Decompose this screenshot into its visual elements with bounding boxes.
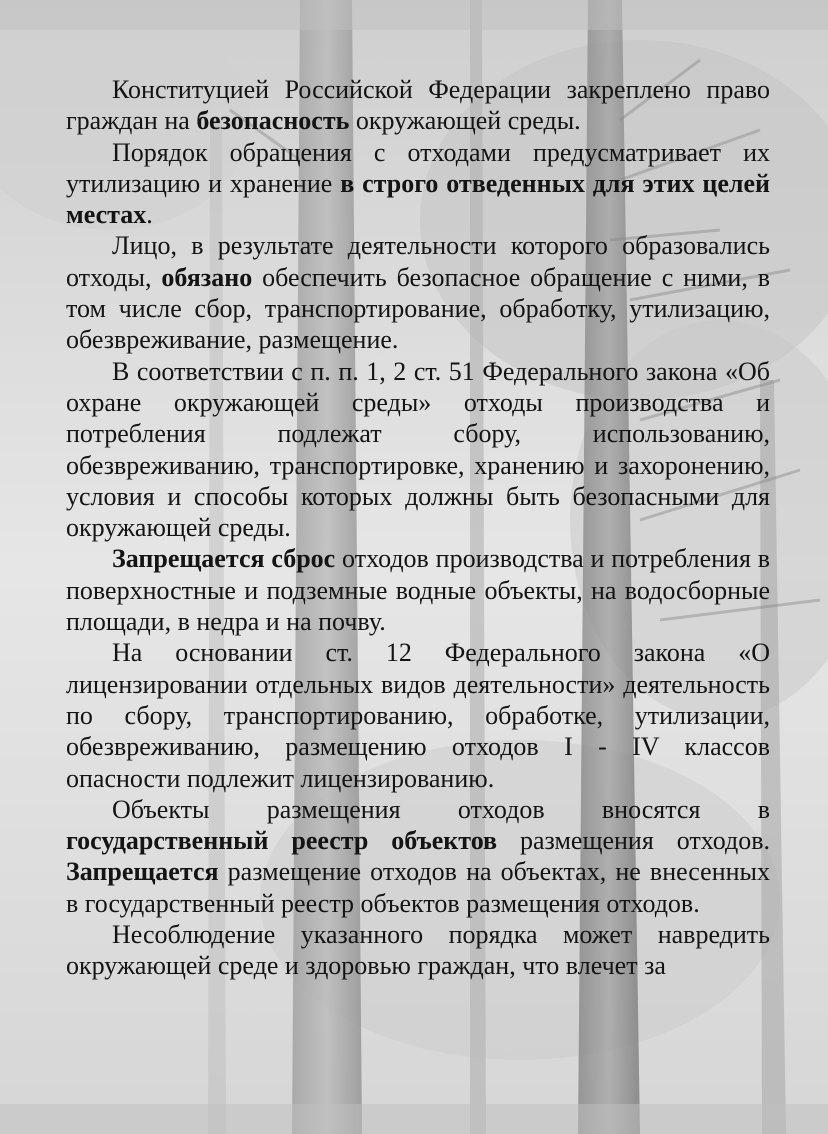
text-run: На основании ст. 12 Федерального закона «О лицензировании отдельных видов деятельности» деятельность по сбору, транспортированию, обработке, утилизации, обезвреживанию, размещению отходов I - IV классов опасности подлежит лицензированию. — [66, 638, 770, 793]
text-run: В соответствии с п. п. 1, 2 ст. 51 Федерального закона «Об охране окружающей среды» отходы производства и потребления подлежат сбору, использованию, обезвреживанию, транспортировке, хранению и захоронению, условия и способы которых должны быть безопасными для окружающей среды. — [66, 356, 770, 543]
bold-text-run: обязано — [161, 262, 253, 292]
text-run: Конституцией Российской Федерации закреплено право граждан на — [66, 75, 770, 136]
paragraph — [66, 794, 770, 919]
text-run: размещение отходов на объектах, не внесенных в государственный реестр объектов размещения отходов. — [66, 857, 770, 918]
text-run: . — [146, 200, 153, 230]
bold-text-run: в строго отведенных для этих целей местах — [66, 168, 770, 230]
paragraph — [66, 137, 770, 231]
text-run: обеспечить безопасное обращение с ними, в том числе сбор, транспортирование, обработку, утилизацию, обезвреживание, размещение. — [66, 262, 771, 355]
text-run: отходов производства и потребления в поверхностные и подземные водные объекты, на водосборные площади, в недра и на почву. — [66, 544, 771, 637]
text-run: размещения отходов. — [497, 826, 770, 856]
bold-text-run: безопасность — [196, 106, 350, 136]
paragraph — [66, 74, 770, 137]
text-run: Порядок обращения с отходами предусматривает их утилизацию и хранение — [66, 137, 770, 198]
text-run: окружающей среды. — [349, 106, 581, 136]
text-run: Лицо, в результате деятельности которого образовались отходы, — [66, 231, 770, 292]
paragraph — [66, 543, 770, 637]
bold-text-run: Запрещается сброс — [112, 544, 336, 574]
document-text — [66, 74, 770, 982]
paragraph — [66, 356, 770, 544]
paragraph — [66, 230, 770, 355]
bold-text-run: государственный реестр объектов — [66, 826, 498, 856]
bold-text-run: Запрещается — [66, 857, 219, 887]
text-run: Объекты размещения отходов вносятся в — [112, 794, 770, 824]
paragraph — [66, 919, 770, 982]
text-run: Несоблюдение указанного порядка может навредить окружающей среде и здоровью граждан, что влечет за — [66, 920, 770, 981]
paragraph — [66, 637, 770, 793]
